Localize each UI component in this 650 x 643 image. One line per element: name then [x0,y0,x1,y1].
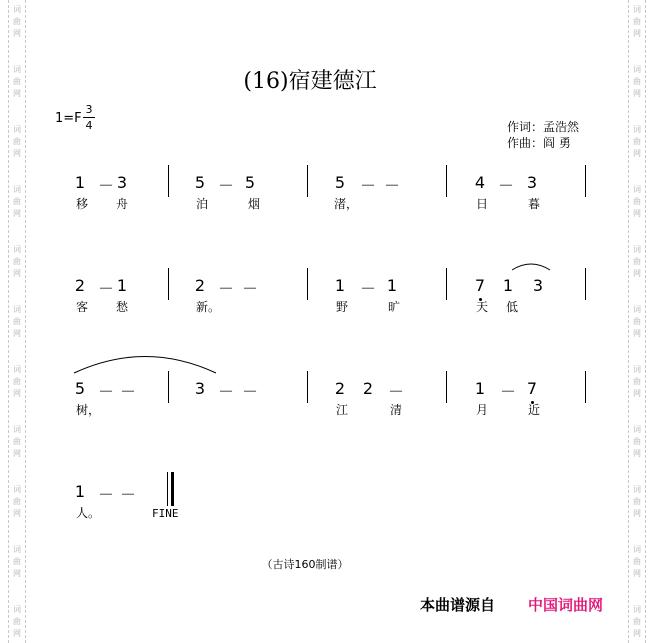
watermark-char: 网 [633,89,641,98]
barline [585,268,586,300]
footnote: （古诗160制谱） [261,558,349,571]
note: 5 [334,173,346,192]
source-label: 本曲谱源自 [420,596,496,614]
source-site: 中国词曲网 [528,596,604,614]
watermark-char: 词 [13,605,21,614]
watermark-char: 网 [13,389,21,398]
note: 2 [74,276,86,295]
watermark-char: 词 [633,485,641,494]
note: 2 [194,276,206,295]
watermark-char: 词 [633,305,641,314]
watermark-char: 网 [13,629,21,638]
note: － [384,176,401,195]
watermark-char: 网 [633,629,641,638]
note: 3 [532,276,544,295]
lyric: 移 [76,197,89,211]
barline [307,268,308,300]
watermark-char: 词 [633,545,641,554]
note: － [242,382,259,401]
watermark-char: 曲 [633,377,641,386]
final-barline-thin [167,472,168,506]
lyric: 暮 [528,197,541,211]
watermark-char: 词 [13,485,21,494]
note: － [218,176,235,195]
slur-mark [74,357,216,374]
watermark-char: 曲 [633,257,641,266]
note: － [360,176,377,195]
lyric: 低 [506,300,519,314]
watermark-char: 词 [13,425,21,434]
watermark-char: 词 [633,365,641,374]
watermark-char: 词 [633,425,641,434]
barline [307,165,308,197]
note: － [498,176,515,195]
watermark-char: 曲 [633,317,641,326]
note: 2 [362,379,374,398]
watermark-char: 曲 [13,17,21,26]
note: 1 [334,276,346,295]
composer-credit: 作曲：阎 勇 [507,136,571,150]
barline [307,371,308,403]
watermark-char: 曲 [13,437,21,446]
watermark-char: 网 [13,509,21,518]
lyric: 树， [76,403,101,417]
watermark-char: 网 [633,329,641,338]
lyric: 泊 [196,197,209,211]
lyric: 渚， [334,197,359,211]
watermark-char: 曲 [13,197,21,206]
barline [168,268,169,300]
barline [168,371,169,403]
watermark-char: 网 [633,449,641,458]
watermark-char: 曲 [633,617,641,626]
watermark-char: 网 [633,389,641,398]
watermark-char: 曲 [633,497,641,506]
note: 3 [526,173,538,192]
note: － [98,382,115,401]
watermark-char: 曲 [13,137,21,146]
right-watermark-strip [628,0,646,643]
watermark-char: 曲 [13,377,21,386]
watermark-char: 网 [13,329,21,338]
note: 1 [74,482,86,501]
watermark-char: 曲 [633,197,641,206]
watermark-char: 曲 [633,77,641,86]
watermark-char: 网 [13,149,21,158]
watermark-char: 词 [13,245,21,254]
barline [446,165,447,197]
note: － [98,279,115,298]
barline [585,371,586,403]
watermark-char: 词 [633,65,641,74]
watermark-char: 曲 [633,17,641,26]
watermark-char: 词 [13,185,21,194]
note: 2 [334,379,346,398]
note: － [388,382,405,401]
time-signature [83,103,95,132]
barline [446,371,447,403]
note: 1 [502,276,514,295]
watermark-char: 词 [633,245,641,254]
watermark-char: 词 [13,65,21,74]
lyric: 日 [476,197,489,211]
lyric: 天 [476,300,489,314]
watermark-char: 词 [13,305,21,314]
watermark-char: 曲 [13,77,21,86]
watermark-char: 曲 [13,497,21,506]
note: 5 [74,379,86,398]
watermark-char: 词 [13,545,21,554]
watermark-char: 曲 [13,617,21,626]
watermark-char: 曲 [13,317,21,326]
note: 7 [474,276,486,295]
watermark-char: 词 [633,125,641,134]
watermark-char: 词 [13,365,21,374]
watermark-char: 网 [13,209,21,218]
lyric: 客 [76,300,89,314]
watermark-char: 词 [13,5,21,14]
watermark-char: 网 [633,269,641,278]
note: 3 [194,379,206,398]
barline [446,268,447,300]
time-signature-bar [83,117,95,118]
watermark-char: 词 [633,605,641,614]
note: 1 [116,276,128,295]
watermark-char: 网 [633,209,641,218]
watermark-char: 词 [633,185,641,194]
note: 5 [244,173,256,192]
watermark-char: 网 [13,449,21,458]
watermark-char: 网 [13,29,21,38]
key-signature: 1=F [55,111,82,126]
note: － [120,382,137,401]
note: － [500,382,517,401]
lyric: 新。 [196,300,221,314]
note: 7 [526,379,538,398]
lyricist-credit: 作词：孟浩然 [507,120,580,134]
watermark-char: 网 [13,569,21,578]
watermark-char: 词 [13,125,21,134]
watermark-char: 曲 [633,437,641,446]
lyric: 江 [336,403,349,417]
watermark-char: 曲 [13,557,21,566]
note: － [218,279,235,298]
watermark-char: 网 [633,509,641,518]
lyric: 旷 [388,300,401,314]
song-title: (16)宿建德江 [243,69,377,94]
watermark-char: 网 [13,89,21,98]
watermark-char: 曲 [13,257,21,266]
lyric: 清 [390,403,403,417]
note: 5 [194,173,206,192]
note: － [98,485,115,504]
watermark-char: 词 [633,5,641,14]
watermark-char: 网 [633,569,641,578]
barline [168,165,169,197]
lyric: 月 [476,403,489,417]
lyric: 人。 [76,506,101,520]
note: 1 [74,173,86,192]
watermark-char: 曲 [633,137,641,146]
note: 4 [474,173,486,192]
lyric: 烟 [248,197,261,211]
watermark-char: 网 [633,149,641,158]
lyric: 愁 [116,300,129,314]
final-barline-thick [171,472,174,506]
note: 1 [474,379,486,398]
note: － [218,382,235,401]
note: － [98,176,115,195]
left-watermark-strip [8,0,26,643]
time-signature-top: 3 [85,103,93,116]
time-signature-bottom: 4 [85,119,93,132]
watermark-char: 曲 [633,557,641,566]
note: － [360,279,377,298]
fine-mark: FINE [152,507,179,520]
watermark-char: 网 [633,29,641,38]
lyric: 舟 [116,197,129,211]
note: 3 [116,173,128,192]
note: 1 [386,276,398,295]
note: － [242,279,259,298]
lyric: 近 [528,403,541,417]
lyric: 野 [336,300,349,314]
slur-mark [512,264,550,270]
barline [585,165,586,197]
note: － [120,485,137,504]
watermark-char: 网 [13,269,21,278]
